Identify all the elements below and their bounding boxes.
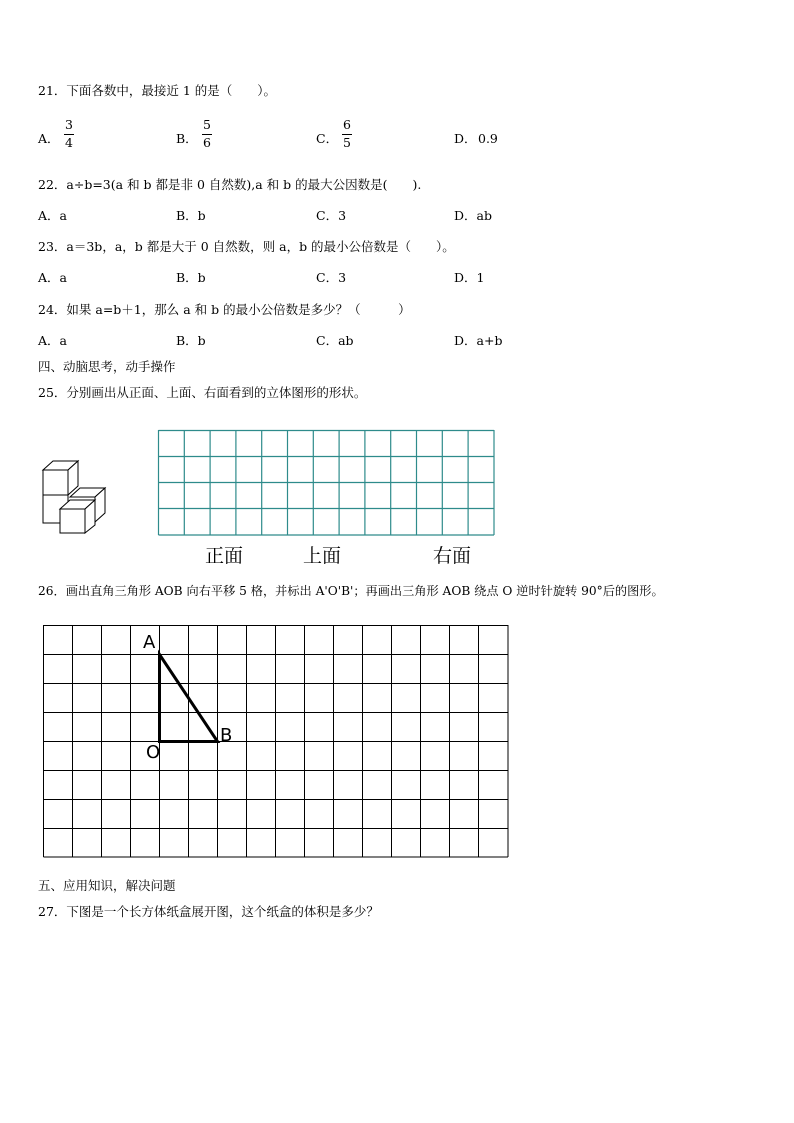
q24-stem: 24．如果 a=b＋1，那么 a 和 b 的最小公倍数是多少？（ ） (38, 302, 411, 317)
q21-stem: 21．下面各数中，最接近 1 的是（ ）。 (38, 83, 277, 98)
point-label-o: O (146, 742, 161, 763)
q21-option-a-fraction (64, 119, 74, 149)
q21-option-b-label: B． (176, 131, 198, 146)
q27-stem: 27．下图是一个长方体纸盒展开图，这个纸盒的体积是多少？ (38, 904, 379, 919)
q24-option-d: D．a+b (454, 333, 503, 348)
view-label-right: 右面 (433, 545, 472, 567)
q21-option-c-label: C． (316, 131, 339, 146)
fraction-denominator: 6 (203, 134, 211, 150)
section-heading-5: 五、应用知识，解决问题 (38, 878, 176, 893)
q23-option-b: B．b (176, 270, 206, 285)
q21-option-c-fraction (342, 119, 352, 149)
q25-stem: 25．分别画出从正面、上面、右面看到的立体图形的形状。 (38, 385, 367, 400)
view-label-front: 正面 (205, 545, 244, 567)
q26-stem: 26．画出直角三角形 AOB 向右平移 5 格，并标出 A'O'B'；再画出三角形 AOB 绕点 O 逆时针旋转 90°后的图形。 (38, 584, 664, 598)
q23-option-a: A．a (38, 270, 67, 285)
q23-stem: 23．a＝3b，a，b 都是大于 0 自然数，则 a，b 的最小公倍数是（ ）。 (38, 239, 455, 254)
q21-option-a-label: A． (38, 131, 60, 146)
q22-option-a: A．a (38, 208, 67, 223)
q24-option-b: B．b (176, 333, 206, 348)
q22-option-c: C．3 (316, 208, 347, 223)
fraction-denominator: 5 (343, 134, 351, 150)
fraction-numerator: 5 (203, 117, 211, 132)
q21-option-d-label: D． (454, 131, 477, 146)
q21-option-d-value: 0.9 (478, 131, 498, 146)
q23-option-d: D．1 (454, 270, 485, 285)
point-label-a: A (143, 632, 156, 653)
q22-option-b: B．b (176, 208, 206, 223)
fraction-numerator: 6 (343, 117, 351, 132)
cube-stack-figure (40, 460, 110, 530)
q24-option-c: C．ab (316, 333, 354, 348)
q25-drawing-grid[interactable] (158, 430, 495, 536)
q24-option-a: A．a (38, 333, 67, 348)
point-label-b: B (220, 725, 233, 746)
q22-option-d: D．ab (454, 208, 492, 223)
q21-option-b-fraction (202, 119, 212, 149)
fraction-numerator: 3 (65, 117, 73, 132)
q23-option-c: C．3 (316, 270, 347, 285)
q22-stem: 22．a÷b=3(a 和 b 都是非 0 自然数),a 和 b 的最大公因数是( ). (38, 177, 422, 192)
fraction-denominator: 4 (65, 134, 73, 150)
view-label-top: 上面 (303, 545, 342, 567)
q26-grid-triangle-figure[interactable] (43, 625, 509, 858)
section-heading-4: 四、动脑思考，动手操作 (38, 359, 176, 374)
